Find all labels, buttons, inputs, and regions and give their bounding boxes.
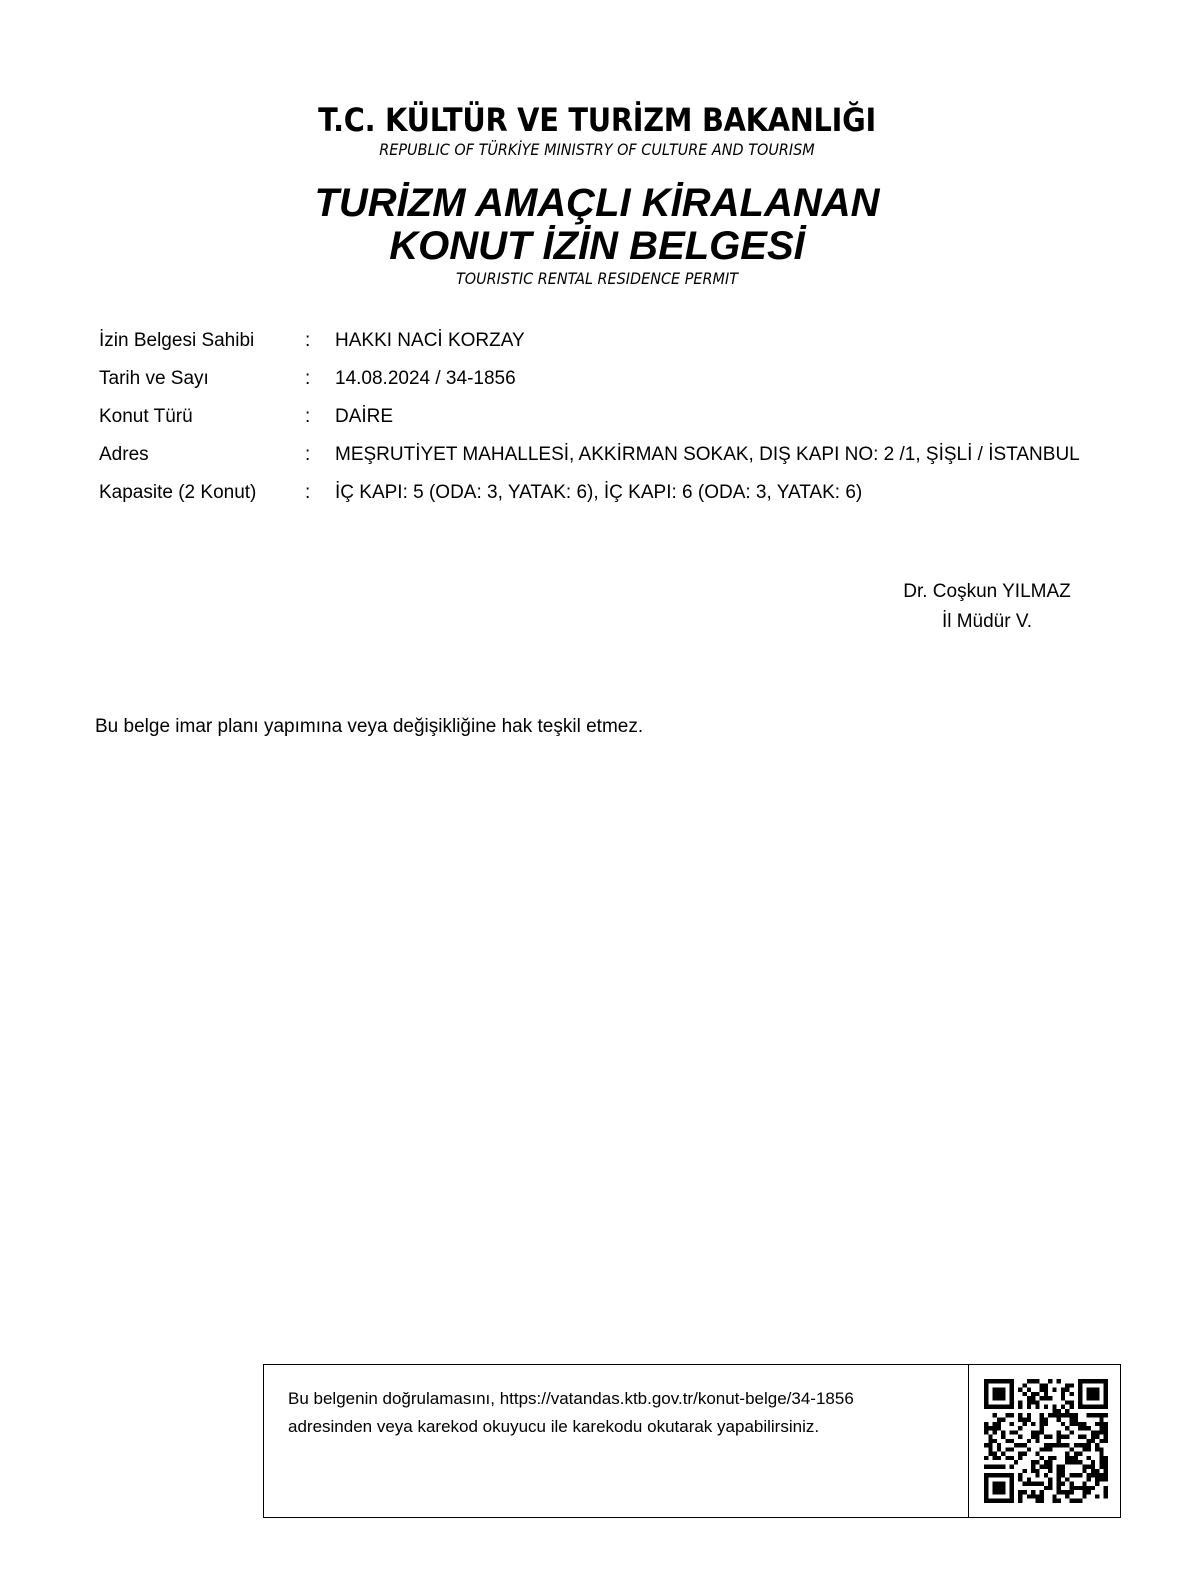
qr-code-icon xyxy=(984,1379,1108,1503)
field-colon: : xyxy=(305,482,311,503)
signatory-title: İl Müdür V. xyxy=(941,611,1033,632)
document-title-line-2: KONUT İZİN BELGESİ xyxy=(389,224,805,268)
permit-fields xyxy=(99,322,1169,512)
verification-line-1: Bu belgenin doğrulamasını, https://vatandas.ktb.gov.tr/konut-belge/34-1856 xyxy=(288,1389,854,1408)
signatory-name: Dr. Coşkun YILMAZ xyxy=(903,581,1071,602)
field-label: Konut Türü xyxy=(99,406,193,427)
document-title xyxy=(0,182,1194,290)
verification-box xyxy=(263,1364,1121,1518)
field-value: DAİRE xyxy=(335,406,394,427)
ministry-name: T.C. KÜLTÜR VE TURİZM BAKANLIĞI xyxy=(318,101,876,139)
ministry-header xyxy=(0,100,1194,160)
field-colon: : xyxy=(305,406,311,427)
field-value: 14.08.2024 / 34-1856 xyxy=(335,368,516,389)
field-date-number xyxy=(99,360,1169,398)
field-value: HAKKI NACİ KORZAY xyxy=(335,330,525,351)
verification-line-2: adresinden veya karekod okuyucu ile karekodu okutarak yapabilirsiniz. xyxy=(288,1417,820,1436)
legal-notice: Bu belge imar planı yapımına veya değişikliğine hak teşkil etmez. xyxy=(95,716,644,737)
field-label: Kapasite (2 Konut) xyxy=(99,482,257,503)
document-title-english: TOURISTIC RENTAL RESIDENCE PERMIT xyxy=(456,269,738,288)
signature-block xyxy=(880,577,1094,637)
verification-text xyxy=(288,1385,948,1441)
field-label: İzin Belgesi Sahibi xyxy=(99,330,255,351)
field-value: MEŞRUTİYET MAHALLESİ, AKKİRMAN SOKAK, DIŞ KAPI NO: 2 /1, ŞİŞLİ / İSTANBUL xyxy=(335,444,1080,465)
field-residence-type xyxy=(99,398,1169,436)
field-colon: : xyxy=(305,330,311,351)
document-title-line-1: TURİZM AMAÇLI KİRALANAN xyxy=(314,181,880,225)
field-permit-holder xyxy=(99,322,1169,360)
ministry-name-english: REPUBLIC OF TÜRKİYE MINISTRY OF CULTURE AND TOURISM xyxy=(379,140,815,159)
verification-divider xyxy=(968,1365,969,1517)
field-value: İÇ KAPI: 5 (ODA: 3, YATAK: 6), İÇ KAPI: 6 (ODA: 3, YATAK: 6) xyxy=(335,482,863,503)
field-capacity xyxy=(99,474,1169,512)
field-label: Adres xyxy=(99,444,149,465)
field-colon: : xyxy=(305,444,311,465)
field-address xyxy=(99,436,1169,474)
field-colon: : xyxy=(305,368,311,389)
field-label: Tarih ve Sayı xyxy=(99,368,209,389)
